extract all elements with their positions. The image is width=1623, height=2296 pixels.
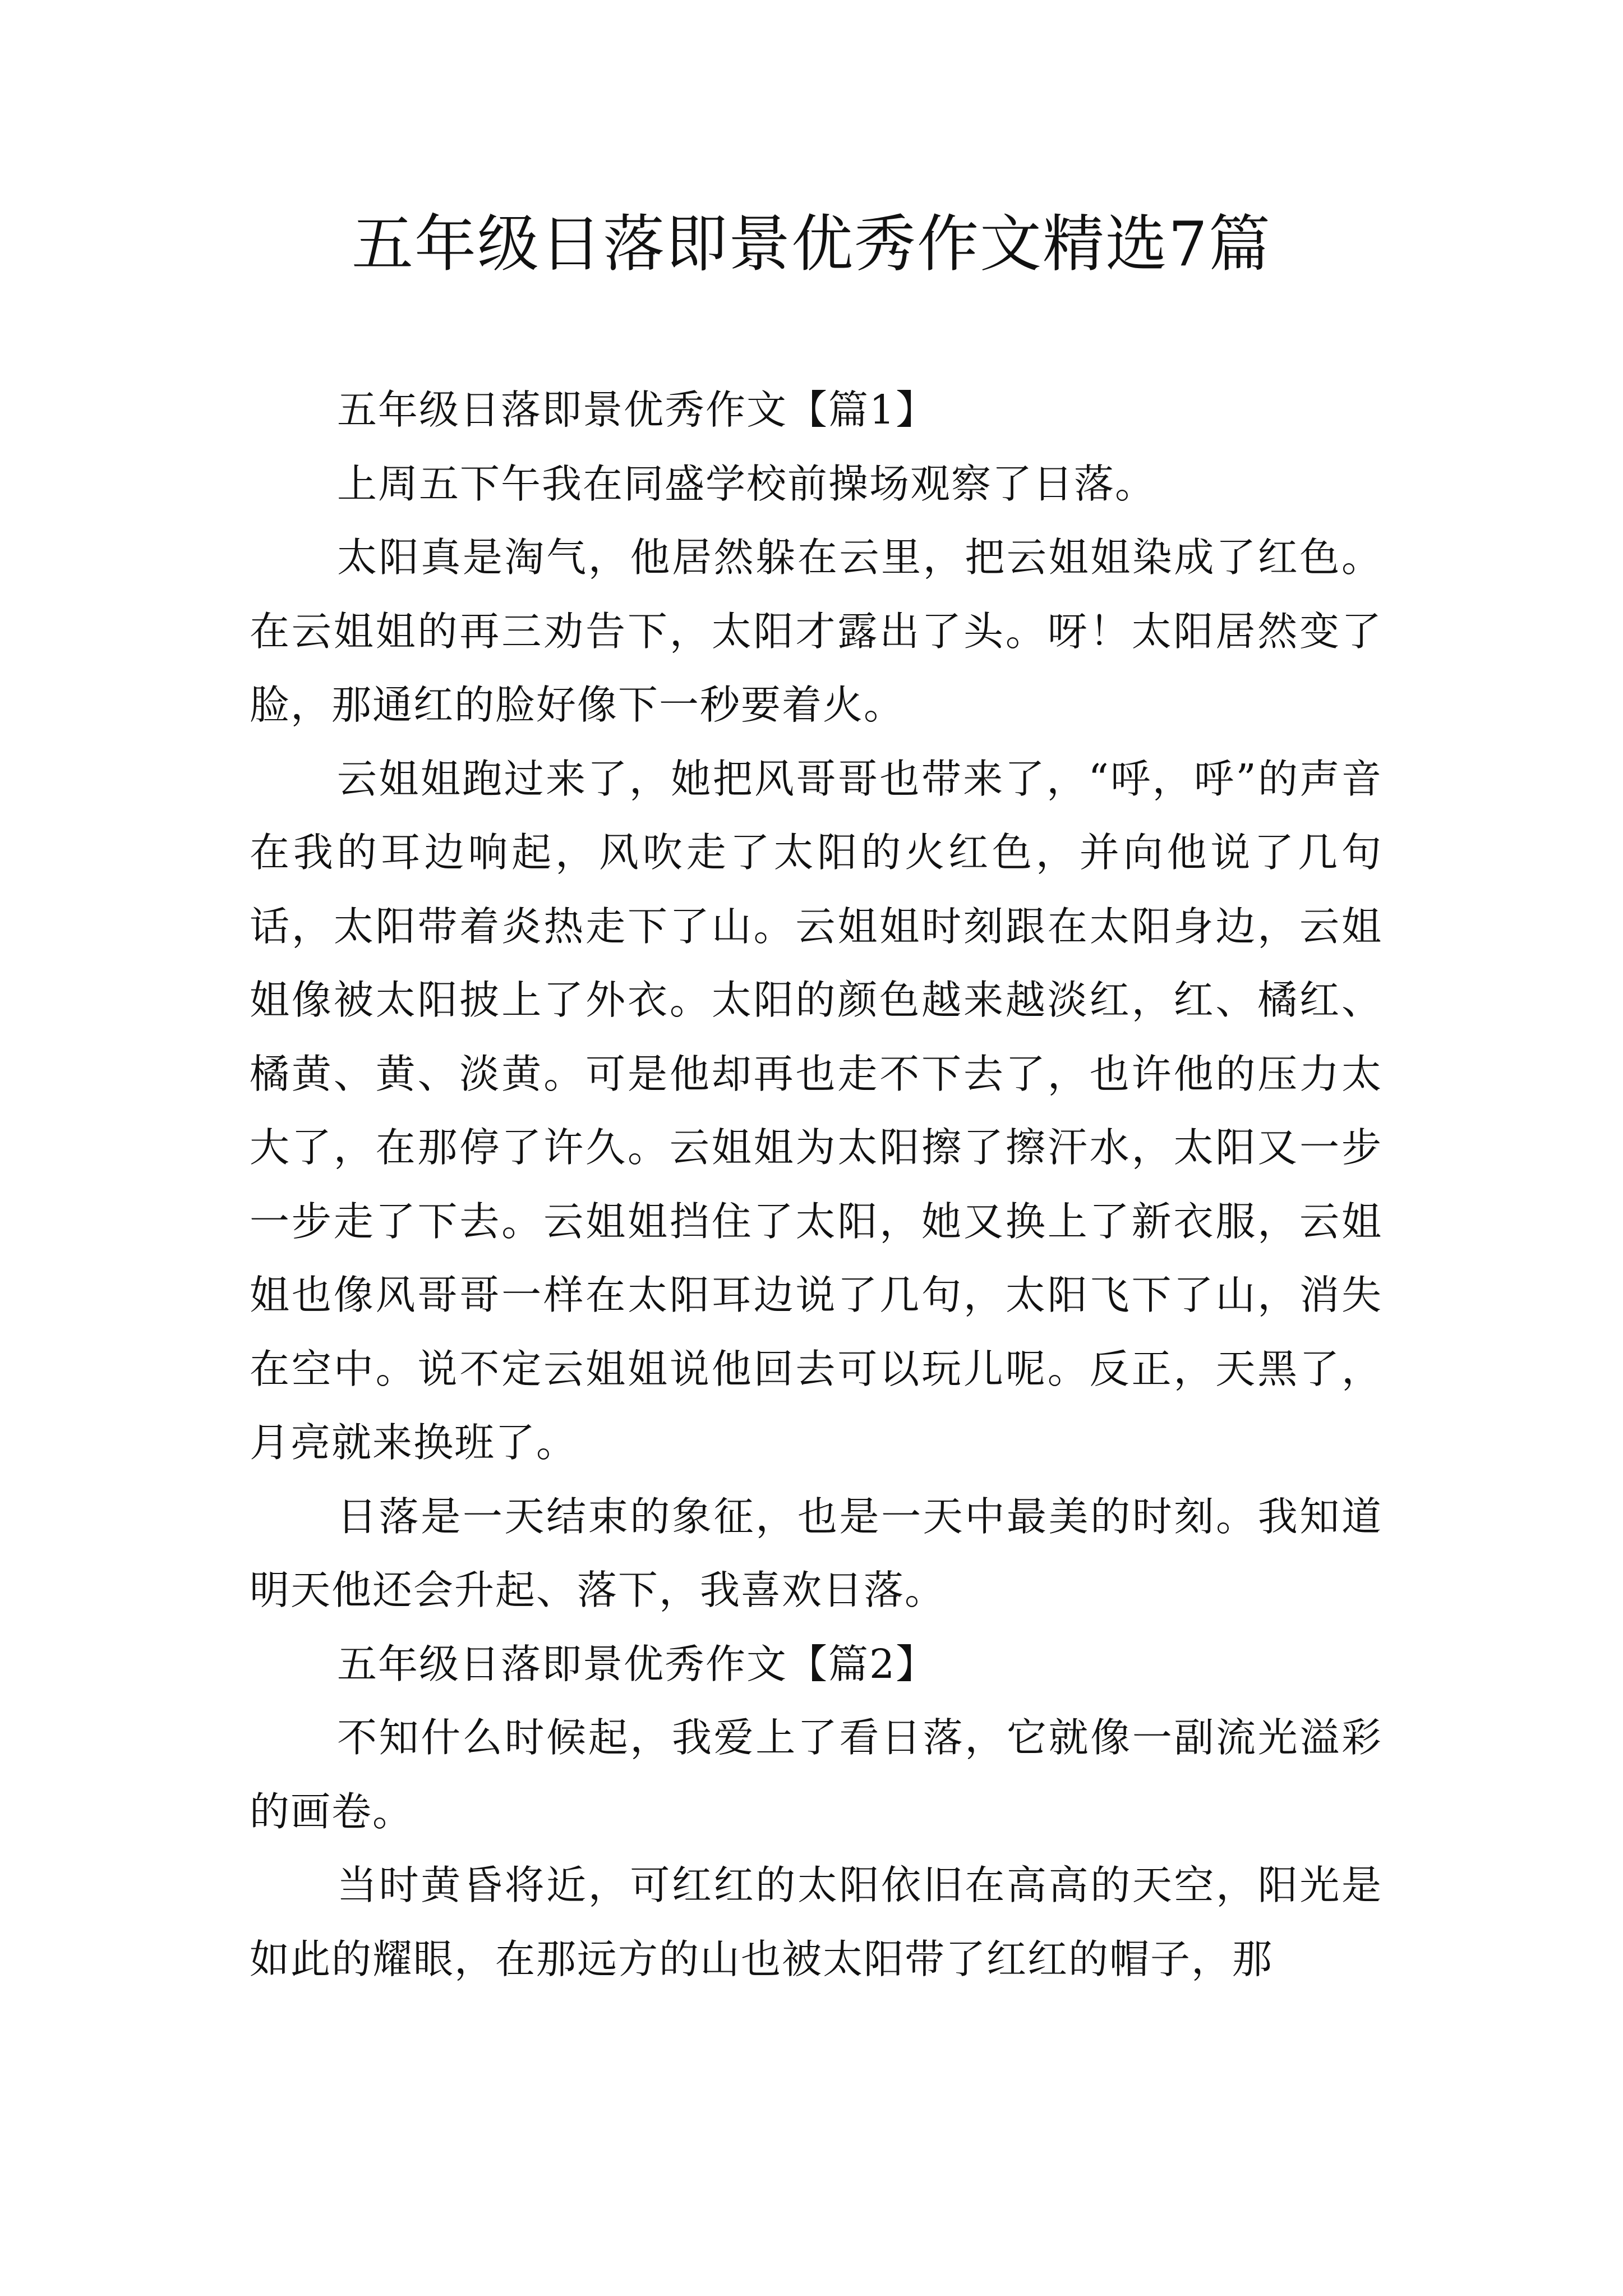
document-title: 五年级日落即景优秀作文精选7篇 bbox=[352, 208, 1271, 280]
paragraph: 云姐姐跑过来了，她把风哥哥也带来了，“呼，呼”的声音在我的耳边响起，风吹走了太阳的火红色，并向他说了几句话，太阳带着炎热走下了山。云姐姐时刻跟在太阳身边，云姐姐像被太阳披上了外衣。太阳的颜色越来越淡红，红、橘红、橘黄、黄、淡黄。可是他却再也走不下去了，也许他的压力太大了，在那停了许久。云姐姐为太阳擦了擦汗水，太阳又一步一步走了下去。云姐姐挡住了太阳，她又换上了新衣服，云姐姐也像风哥哥一样在太阳耳边说了几句，太阳飞下了山，消失在空中。说不定云姐姐说他回去可以玩儿呢。反正，天黑了，月亮就来换班了。 bbox=[250, 755, 1382, 1466]
section-heading-2: 五年级日落即景优秀作文【篇2】 bbox=[337, 1640, 937, 1687]
paragraph: 上周五下午我在同盛学校前操场观察了日落。 bbox=[337, 460, 1156, 507]
paragraph: 当时黄昏将近，可红红的太阳依旧在高高的天空，阳光是如此的耀眼，在那远方的山也被太阳带了红红的帽子，那 bbox=[250, 1862, 1382, 1982]
paragraph: 不知什么时候起，我爱上了看日落，它就像一副流光溢彩的画卷。 bbox=[250, 1714, 1382, 1835]
section-heading-1: 五年级日落即景优秀作文【篇1】 bbox=[337, 386, 937, 433]
paragraph: 日落是一天结束的象征，也是一天中最美的时刻。我知道明天他还会升起、落下，我喜欢日落。 bbox=[250, 1493, 1382, 1613]
paragraph: 太阳真是淘气，他居然躲在云里，把云姐姐染成了红色。在云姐姐的再三劝告下，太阳才露出了头。呀！太阳居然变了脸，那通红的脸好像下一秒要着火。 bbox=[250, 534, 1382, 728]
document-body bbox=[250, 373, 1382, 1996]
